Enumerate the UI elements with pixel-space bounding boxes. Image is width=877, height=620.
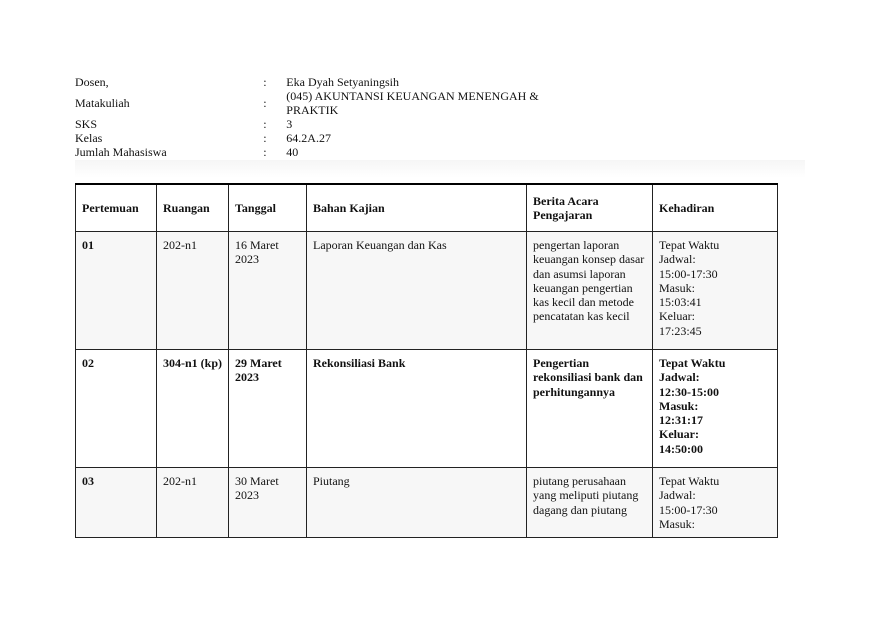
colon: : — [263, 96, 267, 110]
sks-label: SKS — [75, 117, 98, 131]
col-header-bahan-kajian: Bahan Kajian — [307, 184, 527, 232]
cell-bahan-kajian: Laporan Keuangan dan Kas — [307, 232, 527, 350]
kehadiran-line: Tepat Waktu — [659, 238, 720, 252]
cell-ruangan: 304-n1 (kp) — [157, 350, 229, 468]
kehadiran-line: Jadwal: — [659, 488, 696, 503]
cell-kehadiran — [653, 232, 778, 350]
cell-berita-acara: Pengertian rekonsiliasi bank dan perhitungannya — [527, 350, 653, 468]
table-row — [76, 468, 778, 538]
matakuliah-row — [75, 89, 805, 117]
jumlah-row — [75, 145, 805, 159]
kehadiran-line: 12:31:17 — [659, 413, 703, 428]
divider-shade — [75, 160, 805, 178]
attendance-table — [75, 183, 778, 538]
kelas-label: Kelas — [75, 131, 103, 145]
table-row — [76, 232, 778, 350]
dosen-label: Dosen, — [75, 75, 109, 89]
sks-row — [75, 117, 805, 131]
kehadiran-line: 12:30-15:00 — [659, 384, 719, 399]
colon: : — [263, 131, 267, 145]
jumlah-label: Jumlah Mahasiswa — [75, 145, 167, 159]
course-info-header — [75, 75, 805, 159]
sks-value: 3 — [286, 117, 293, 131]
kehadiran-line: 15:00-17:30 — [659, 502, 718, 517]
kehadiran-line: 14:50:00 — [659, 441, 703, 456]
cell-berita-acara: piutang perusahaan yang meliputi piutang dagang dan piutang — [527, 468, 653, 538]
colon: : — [263, 145, 267, 159]
kehadiran-line: Keluar: — [659, 309, 695, 324]
matakuliah-label: Matakuliah — [75, 96, 130, 110]
cell-pertemuan: 03 — [76, 468, 157, 538]
table-row — [76, 350, 778, 468]
kehadiran-line: Tepat Waktu — [659, 356, 726, 370]
cell-kehadiran — [653, 350, 778, 468]
cell-kehadiran — [653, 468, 778, 538]
dosen-row — [75, 75, 805, 89]
kehadiran-line: Masuk: — [659, 398, 699, 413]
cell-pertemuan: 01 — [76, 232, 157, 350]
kehadiran-line: Jadwal: — [659, 252, 696, 267]
kehadiran-line: 17:23:45 — [659, 323, 702, 338]
cell-bahan-kajian: Rekonsiliasi Bank — [307, 350, 527, 468]
colon: : — [263, 117, 267, 131]
matakuliah-value — [286, 89, 805, 117]
col-header-ruangan: Ruangan — [157, 184, 229, 232]
col-header-berita-acara: Berita Acara Pengajaran — [527, 184, 653, 232]
kehadiran-line: 15:00-17:30 — [659, 266, 718, 281]
kehadiran-line: 15:03:41 — [659, 295, 702, 310]
colon: : — [263, 75, 267, 89]
cell-tanggal: 29 Maret 2023 — [229, 350, 307, 468]
kehadiran-line: Keluar: — [659, 427, 699, 442]
cell-pertemuan: 02 — [76, 350, 157, 468]
dosen-value: Eka Dyah Setyaningsih — [286, 75, 399, 89]
cell-ruangan: 202-n1 — [157, 232, 229, 350]
cell-tanggal: 16 Maret 2023 — [229, 232, 307, 350]
kelas-value: 64.2A.27 — [286, 131, 331, 145]
kelas-row — [75, 131, 805, 145]
kehadiran-line: Jadwal: — [659, 370, 700, 385]
cell-bahan-kajian: Piutang — [307, 468, 527, 538]
kehadiran-line: Masuk: — [659, 516, 695, 531]
kehadiran-line: Tepat Waktu — [659, 474, 720, 488]
kehadiran-line: Masuk: — [659, 280, 695, 295]
matakuliah-text: (045) AKUNTANSI KEUANGAN MENENGAH & PRAKTIK — [286, 89, 539, 117]
cell-berita-acara: pengertan laporan keuangan konsep dasar dan asumsi laporan keuangan pengertian kas kecil dan metode pencatatan kas kecil — [527, 232, 653, 350]
jumlah-value: 40 — [286, 145, 299, 159]
col-header-pertemuan: Pertemuan — [76, 184, 157, 232]
cell-tanggal: 30 Maret 2023 — [229, 468, 307, 538]
col-header-tanggal: Tanggal — [229, 184, 307, 232]
table-header-row — [76, 184, 778, 232]
cell-ruangan: 202-n1 — [157, 468, 229, 538]
col-header-kehadiran: Kehadiran — [653, 184, 778, 232]
